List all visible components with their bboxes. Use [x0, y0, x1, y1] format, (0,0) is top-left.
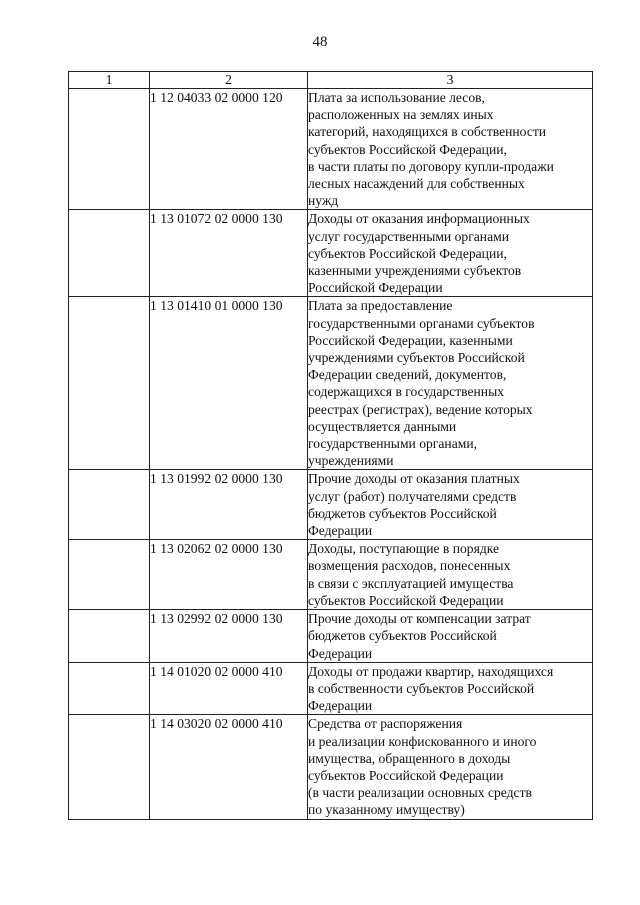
description-line: Плата за использование лесов,: [308, 90, 485, 105]
row-number-cell: [69, 89, 150, 210]
row-number-cell: [69, 210, 150, 297]
description-line: Российской Федерации, казенными: [308, 332, 513, 348]
table-row: [69, 470, 593, 540]
description-line: бюджетов субъектов Российской: [308, 505, 497, 521]
row-number-cell: [69, 715, 150, 819]
description-line: учреждениями субъектов Российской: [308, 350, 525, 366]
description-line: Доходы от продажи квартир, находящихся: [308, 663, 554, 679]
table-body: [69, 89, 593, 820]
description-line: Федерации: [308, 523, 373, 539]
description-line: Доходы от оказания информационных: [308, 211, 530, 227]
column-header-1: 1: [69, 72, 150, 89]
description-line: возмещения расходов, понесенных: [308, 558, 511, 574]
revenue-description-cell: [308, 715, 593, 819]
revenue-code-cell: 1 13 02062 02 0000 130: [150, 540, 308, 610]
table-row: [69, 610, 593, 663]
description-line: казенными учреждениями субъектов: [308, 263, 522, 279]
description-line: в части платы по договору купли-продажи: [308, 158, 554, 174]
column-header-3: 3: [308, 72, 593, 89]
description-line: лесных насаждений для собственных: [308, 176, 525, 192]
row-number-cell: [69, 662, 150, 715]
description-line: в связи с эксплуатацией имущества: [308, 575, 514, 591]
revenue-description-cell: [308, 470, 593, 540]
description-line: услуг (работ) получателями средств: [308, 488, 517, 504]
revenue-description-cell: [308, 89, 593, 210]
description-line: Федерации сведений, документов,: [308, 367, 507, 383]
description-line: субъектов Российской Федерации: [308, 592, 504, 608]
description-line: содержащихся в государственных: [308, 384, 505, 400]
description-line: Прочие доходы от оказания платных: [308, 471, 520, 487]
column-header-2: 2: [150, 72, 308, 89]
revenue-code-cell: 1 12 04033 02 0000 120: [150, 89, 308, 210]
row-number-cell: [69, 540, 150, 610]
description-line: субъектов Российской Федерации,: [308, 141, 507, 157]
table-row: [69, 540, 593, 610]
description-line: Средства от распоряжения: [308, 716, 463, 732]
description-line: государственными органами,: [308, 436, 478, 452]
description-line: Доходы, поступающие в порядке: [308, 541, 500, 557]
revenue-description-cell: [308, 210, 593, 297]
description-line: бюджетов субъектов Российской: [308, 628, 497, 644]
description-line: Плата за предоставление: [308, 298, 453, 314]
table-row: [69, 89, 593, 210]
revenue-description-cell: [308, 297, 593, 470]
description-line: категорий, находящихся в собственности: [308, 124, 547, 140]
revenue-codes-table: [68, 71, 593, 820]
description-line: Прочие доходы от компенсации затрат: [308, 611, 531, 627]
revenue-code-cell: 1 13 01992 02 0000 130: [150, 470, 308, 540]
description-line: осуществляется данными: [308, 418, 457, 434]
description-line: Федерации: [308, 645, 373, 661]
description-line: реестрах (регистрах), ведение которых: [308, 401, 533, 417]
description-line: имущества, обращенного в доходы: [308, 750, 511, 766]
description-line: субъектов Российской Федерации: [308, 767, 504, 783]
row-number-cell: [69, 297, 150, 470]
table-row: [69, 297, 593, 470]
description-line: расположенных на землях иных: [308, 107, 494, 123]
table-row: [69, 662, 593, 715]
revenue-code-cell: 1 13 01072 02 0000 130: [150, 210, 308, 297]
row-number-cell: [69, 610, 150, 663]
revenue-code-cell: 1 14 01020 02 0000 410: [150, 662, 308, 715]
description-line: (в части реализации основных средств: [308, 785, 532, 801]
table-header-row: [69, 72, 593, 89]
revenue-code-cell: 1 13 01410 01 0000 130: [150, 297, 308, 470]
revenue-code-cell: 1 14 03020 02 0000 410: [150, 715, 308, 819]
description-line: Российской Федерации: [308, 280, 443, 296]
page-number: 48: [312, 34, 328, 50]
revenue-description-cell: [308, 540, 593, 610]
description-line: услуг государственными органами: [308, 228, 509, 244]
description-line: в собственности субъектов Российской: [308, 680, 535, 696]
description-line: и реализации конфискованного и иного: [308, 733, 537, 749]
row-number-cell: [69, 470, 150, 540]
description-line: субъектов Российской Федерации,: [308, 245, 507, 261]
description-line: государственными органами субъектов: [308, 315, 535, 331]
table-row: [69, 210, 593, 297]
description-line: нужд: [308, 193, 339, 209]
description-line: по указанному имуществу): [308, 802, 465, 818]
description-line: Федерации: [308, 698, 373, 714]
table-row: [69, 715, 593, 819]
revenue-description-cell: [308, 662, 593, 715]
description-line: учреждениями: [308, 453, 394, 469]
revenue-description-cell: [308, 610, 593, 663]
revenue-code-cell: 1 13 02992 02 0000 130: [150, 610, 308, 663]
